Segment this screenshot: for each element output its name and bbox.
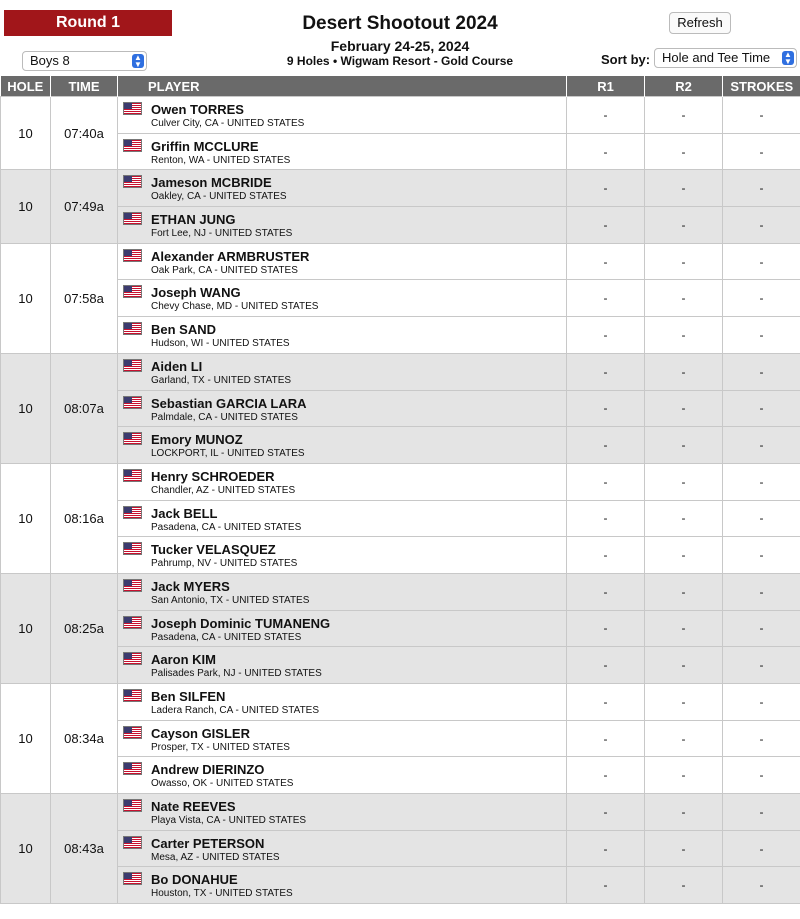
player-cell <box>118 390 567 427</box>
player-location: Pasadena, CA - UNITED STATES <box>151 631 302 643</box>
player-cell <box>118 243 567 280</box>
strokes-score-cell: - <box>723 170 800 207</box>
strokes-score-cell: - <box>723 390 800 427</box>
table-row <box>1 757 800 794</box>
table-row <box>1 133 800 170</box>
strokes-score-cell: - <box>723 867 800 904</box>
sort-label: Sort by: <box>601 52 651 67</box>
strokes-score-cell: - <box>723 647 800 684</box>
player-location: Oakley, CA - UNITED STATES <box>151 191 287 203</box>
player-cell <box>118 317 567 354</box>
player-name[interactable]: Cayson GISLER <box>151 725 250 741</box>
player-cell <box>118 794 567 831</box>
player-cell <box>118 830 567 867</box>
player-name[interactable]: Jameson MCBRIDE <box>151 175 272 191</box>
sort-select[interactable] <box>654 48 797 68</box>
player-name[interactable]: Joseph WANG <box>151 285 241 301</box>
r2-score-cell: - <box>645 427 723 464</box>
table-row <box>1 427 800 464</box>
player-name[interactable]: Ben SAND <box>151 322 217 338</box>
player-location: Culver City, CA - UNITED STATES <box>151 118 305 129</box>
event-course: 9 Holes • Wigwam Resort - Gold Course <box>286 54 514 68</box>
hole-cell: 10 <box>1 353 51 463</box>
us-flag-icon <box>123 726 142 739</box>
r2-score-cell: - <box>645 463 723 500</box>
us-flag-icon <box>123 469 142 482</box>
strokes-score-cell: - <box>723 500 800 537</box>
player-name[interactable]: Emory MUNOZ <box>151 432 243 448</box>
player-cell <box>118 500 567 537</box>
table-row <box>1 170 800 207</box>
player-cell <box>118 353 567 390</box>
table-body <box>1 97 800 904</box>
tee-time-cell: 08:07a <box>51 353 118 463</box>
player-location: Garland, TX - UNITED STATES <box>151 374 292 386</box>
column-header-strokes[interactable]: STROKES <box>723 76 800 97</box>
table-row <box>1 537 800 574</box>
us-flag-icon <box>123 175 142 188</box>
us-flag-icon <box>123 616 142 629</box>
us-flag-icon <box>123 322 142 335</box>
column-header-r1[interactable]: R1 <box>567 76 645 97</box>
r1-score-cell: - <box>567 207 645 244</box>
strokes-score-cell: - <box>723 830 800 867</box>
r1-score-cell: - <box>567 427 645 464</box>
us-flag-icon <box>123 652 142 665</box>
hole-cell: 10 <box>1 684 51 794</box>
r2-score-cell: - <box>645 170 723 207</box>
player-name[interactable]: Nate REEVES <box>151 799 236 815</box>
us-flag-icon <box>123 396 142 409</box>
r1-score-cell: - <box>567 390 645 427</box>
player-location: LOCKPORT, IL - UNITED STATES <box>151 448 305 460</box>
us-flag-icon <box>123 432 142 445</box>
r1-score-cell: - <box>567 757 645 794</box>
tee-time-cell: 08:25a <box>51 573 118 683</box>
sort-select-value: Hole and Tee Time <box>662 50 771 65</box>
table-row <box>1 500 800 537</box>
r1-score-cell: - <box>567 794 645 831</box>
table-row <box>1 684 800 721</box>
us-flag-icon <box>123 762 142 775</box>
hole-cell: 10 <box>1 463 51 573</box>
r1-score-cell: - <box>567 867 645 904</box>
tee-time-cell: 08:43a <box>51 794 118 904</box>
strokes-score-cell: - <box>723 794 800 831</box>
player-cell <box>118 684 567 721</box>
r1-score-cell: - <box>567 97 645 134</box>
strokes-score-cell: - <box>723 720 800 757</box>
round-tab[interactable]: Round 1 <box>4 10 172 36</box>
us-flag-icon <box>123 139 142 152</box>
r1-score-cell: - <box>567 720 645 757</box>
player-location: Fort Lee, NJ - UNITED STATES <box>151 228 293 240</box>
hole-cell: 10 <box>1 97 51 170</box>
player-cell <box>118 170 567 207</box>
player-name[interactable]: Aiden LI <box>151 358 203 374</box>
tee-time-cell: 08:16a <box>51 463 118 573</box>
table-row <box>1 207 800 244</box>
tee-time-cell: 07:40a <box>51 97 118 170</box>
us-flag-icon <box>123 836 142 849</box>
tee-time-cell: 07:58a <box>51 243 118 353</box>
strokes-score-cell: - <box>723 610 800 647</box>
player-cell <box>118 573 567 610</box>
page-header <box>0 0 800 76</box>
player-location: Chevy Chase, MD - UNITED STATES <box>151 301 319 313</box>
r2-score-cell: - <box>645 243 723 280</box>
r2-score-cell: - <box>645 353 723 390</box>
player-location: Oak Park, CA - UNITED STATES <box>151 264 298 276</box>
strokes-score-cell: - <box>723 463 800 500</box>
strokes-score-cell: - <box>723 353 800 390</box>
r1-score-cell: - <box>567 353 645 390</box>
division-select-value: Boys 8 <box>30 53 70 68</box>
player-location: Palmdale, CA - UNITED STATES <box>151 411 298 423</box>
select-chevron-icon: ▲ ▼ <box>132 54 144 68</box>
r1-score-cell: - <box>567 573 645 610</box>
event-dates: February 24-25, 2024 <box>330 38 470 54</box>
r2-score-cell: - <box>645 720 723 757</box>
player-cell <box>118 720 567 757</box>
event-title: Desert Shootout 2024 <box>302 13 498 34</box>
table-row <box>1 353 800 390</box>
player-name[interactable]: Jack MYERS <box>151 578 230 594</box>
r1-score-cell: - <box>567 647 645 684</box>
player-cell <box>118 97 567 134</box>
strokes-score-cell: - <box>723 97 800 134</box>
player-cell <box>118 463 567 500</box>
player-location: Chandler, AZ - UNITED STATES <box>151 484 296 496</box>
strokes-score-cell: - <box>723 684 800 721</box>
table-row <box>1 390 800 427</box>
player-name[interactable]: Sebastian GARCIA LARA <box>151 395 307 411</box>
us-flag-icon <box>123 212 142 225</box>
us-flag-icon <box>123 799 142 812</box>
us-flag-icon <box>123 579 142 592</box>
player-location: Palisades Park, NJ - UNITED STATES <box>151 668 322 680</box>
table-row <box>1 867 800 904</box>
table-row <box>1 573 800 610</box>
r2-score-cell: - <box>645 794 723 831</box>
player-location: Hudson, WI - UNITED STATES <box>151 338 290 350</box>
r2-score-cell: - <box>645 573 723 610</box>
player-location: Renton, WA - UNITED STATES <box>151 154 291 166</box>
r2-score-cell: - <box>645 867 723 904</box>
strokes-score-cell: - <box>723 573 800 610</box>
player-name[interactable]: Alexander ARMBRUSTER <box>151 248 310 264</box>
r2-score-cell: - <box>645 537 723 574</box>
player-name[interactable]: Bo DONAHUE <box>151 872 238 888</box>
us-flag-icon <box>123 542 142 555</box>
us-flag-icon <box>123 359 142 372</box>
player-location: Prosper, TX - UNITED STATES <box>151 741 290 753</box>
table-row <box>1 647 800 684</box>
table-row <box>1 97 800 134</box>
player-name[interactable]: Jack BELL <box>151 505 218 521</box>
table-row <box>1 830 800 867</box>
table-row <box>1 463 800 500</box>
player-cell <box>118 280 567 317</box>
strokes-score-cell: - <box>723 133 800 170</box>
r1-score-cell: - <box>567 243 645 280</box>
table-row <box>1 610 800 647</box>
us-flag-icon <box>123 249 142 262</box>
strokes-score-cell: - <box>723 427 800 464</box>
r2-score-cell: - <box>645 133 723 170</box>
player-name[interactable]: Andrew DIERINZO <box>151 762 265 778</box>
strokes-score-cell: - <box>723 243 800 280</box>
strokes-score-cell: - <box>723 207 800 244</box>
hole-cell: 10 <box>1 170 51 243</box>
r1-score-cell: - <box>567 463 645 500</box>
tee-time-cell: 08:34a <box>51 684 118 794</box>
r2-score-cell: - <box>645 757 723 794</box>
player-location: Mesa, AZ - UNITED STATES <box>151 851 280 863</box>
player-location: Pahrump, NV - UNITED STATES <box>151 558 298 570</box>
us-flag-icon <box>123 102 142 115</box>
r1-score-cell: - <box>567 537 645 574</box>
player-name[interactable]: Ben SILFEN <box>151 689 226 704</box>
strokes-score-cell: - <box>723 757 800 794</box>
strokes-score-cell: - <box>723 537 800 574</box>
r1-score-cell: - <box>567 170 645 207</box>
table-row <box>1 243 800 280</box>
player-name[interactable]: Owen TORRES <box>151 102 244 117</box>
player-name[interactable]: Tucker VELASQUEZ <box>151 542 276 558</box>
r2-score-cell: - <box>645 280 723 317</box>
us-flag-icon <box>123 285 142 298</box>
player-name[interactable]: Griffin MCCLURE <box>151 138 259 154</box>
us-flag-icon <box>123 872 142 885</box>
table-row <box>1 317 800 354</box>
player-location: Houston, TX - UNITED STATES <box>151 888 293 900</box>
column-header-r2[interactable]: R2 <box>645 76 723 97</box>
table-row <box>1 794 800 831</box>
us-flag-icon <box>123 506 142 519</box>
player-cell <box>118 427 567 464</box>
r1-score-cell: - <box>567 317 645 354</box>
strokes-score-cell: - <box>723 317 800 354</box>
hole-cell: 10 <box>1 243 51 353</box>
r2-score-cell: - <box>645 97 723 134</box>
player-name[interactable]: ETHAN JUNG <box>151 212 236 228</box>
player-location: Ladera Ranch, CA - UNITED STATES <box>151 705 320 716</box>
r2-score-cell: - <box>645 830 723 867</box>
player-location: Pasadena, CA - UNITED STATES <box>151 521 302 533</box>
player-location: Playa Vista, CA - UNITED STATES <box>151 815 307 827</box>
tee-times-table <box>0 76 800 904</box>
player-cell <box>118 867 567 904</box>
r1-score-cell: - <box>567 133 645 170</box>
hole-cell: 10 <box>1 794 51 904</box>
hole-cell: 10 <box>1 573 51 683</box>
r2-score-cell: - <box>645 207 723 244</box>
player-location: Owasso, OK - UNITED STATES <box>151 778 294 790</box>
player-cell <box>118 537 567 574</box>
player-name[interactable]: Henry SCHROEDER <box>151 468 275 484</box>
select-chevron-icon: ▲ ▼ <box>782 51 794 65</box>
player-name[interactable]: Aaron KIM <box>151 652 216 668</box>
column-header-hole[interactable]: HOLE <box>1 76 51 97</box>
refresh-button[interactable]: Refresh <box>669 12 731 34</box>
column-header-player[interactable]: PLAYER <box>118 76 567 97</box>
strokes-score-cell: - <box>723 280 800 317</box>
division-select[interactable] <box>22 51 147 71</box>
table-header-row <box>1 76 800 97</box>
r2-score-cell: - <box>645 317 723 354</box>
player-cell <box>118 610 567 647</box>
r1-score-cell: - <box>567 280 645 317</box>
table-row <box>1 280 800 317</box>
player-cell <box>118 133 567 170</box>
player-name[interactable]: Carter PETERSON <box>151 835 265 851</box>
tee-time-cell: 07:49a <box>51 170 118 243</box>
table-row <box>1 720 800 757</box>
us-flag-icon <box>123 689 142 702</box>
r2-score-cell: - <box>645 390 723 427</box>
r1-score-cell: - <box>567 684 645 721</box>
r2-score-cell: - <box>645 610 723 647</box>
r2-score-cell: - <box>645 500 723 537</box>
r1-score-cell: - <box>567 830 645 867</box>
player-cell <box>118 757 567 794</box>
player-name[interactable]: Joseph Dominic TUMANENG <box>151 615 331 631</box>
r2-score-cell: - <box>645 647 723 684</box>
r1-score-cell: - <box>567 610 645 647</box>
player-location: San Antonio, TX - UNITED STATES <box>151 594 310 606</box>
r2-score-cell: - <box>645 684 723 721</box>
column-header-time[interactable]: TIME <box>51 76 118 97</box>
player-cell <box>118 647 567 684</box>
player-cell <box>118 207 567 244</box>
r1-score-cell: - <box>567 500 645 537</box>
